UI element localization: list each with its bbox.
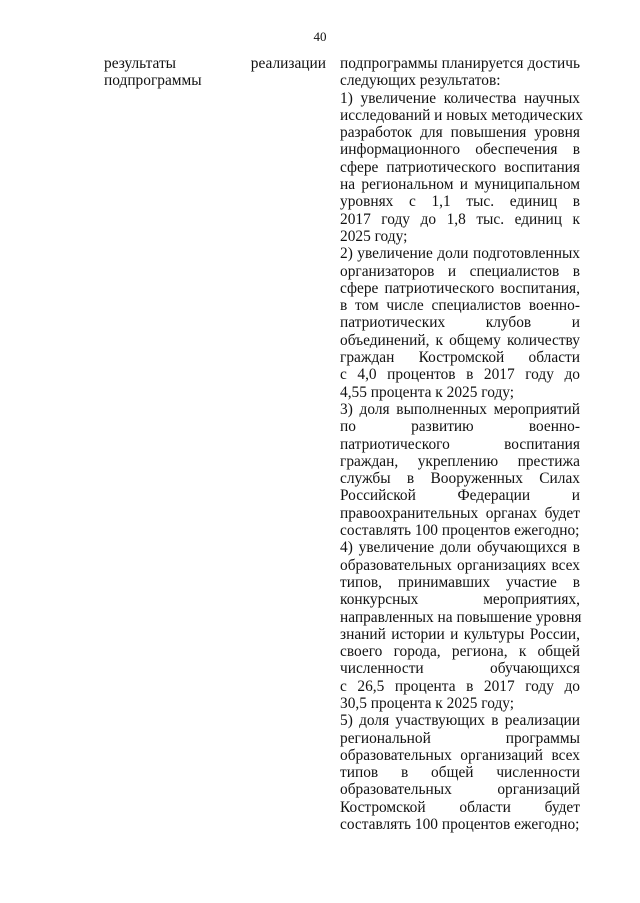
content-line: с 4,0 процентов в 2017 году до	[340, 366, 580, 384]
content-line: граждан Костромской области	[340, 349, 580, 367]
row-label-word-results: результаты	[104, 55, 177, 72]
content-line: информационного обеспечения в	[340, 141, 580, 159]
row-label-word-implementation: реализации	[250, 55, 326, 72]
content-line: патриотического воспитания	[340, 435, 580, 453]
content-line: 5) доля участвующих в реализации	[340, 712, 580, 730]
content-line: составлять 100 процентов ежегодно;	[340, 816, 580, 834]
row-label	[104, 55, 326, 90]
content-line: патриотических клубов и	[340, 314, 580, 332]
content-line: 3) доля выполненных мероприятий	[340, 400, 580, 418]
content-line: 4,55 процента к 2025 году;	[340, 383, 515, 401]
content-line: 2025 году;	[340, 227, 408, 245]
content-line: сфере патриотического воспитания	[340, 158, 580, 176]
content-line: численности обучающихся	[340, 660, 580, 678]
content-line: разработок для повышения уровня	[340, 124, 580, 142]
content-line: организаторов и специалистов в	[340, 262, 580, 280]
row-content	[340, 55, 583, 834]
content-line: своего города, региона, к общей	[340, 643, 580, 661]
content-line: 1) увеличение количества научных	[340, 89, 580, 107]
content-line: с 26,5 процента в 2017 году до	[340, 677, 580, 695]
content-line: образовательных организаций	[340, 781, 580, 799]
content-line: в том числе специалистов военно-	[340, 297, 580, 315]
content-line: службы в Вооруженных Силах	[340, 470, 580, 488]
content-line: образовательных организациях всех	[340, 556, 580, 574]
content-line: образовательных организаций всех	[340, 746, 580, 764]
content-line: типов, принимавших участие в	[340, 573, 580, 591]
content-line: 30,5 процента к 2025 году;	[340, 694, 515, 712]
content-line: объединений, к общему количеству	[340, 331, 580, 349]
content-line: конкурсных мероприятиях,	[340, 591, 580, 609]
content-line: составлять 100 процентов ежегодно;	[340, 522, 580, 540]
row-label-line-1	[104, 55, 326, 72]
content-line: региональной программы	[340, 729, 580, 747]
content-line: уровнях с 1,1 тыс. единиц в	[340, 193, 580, 211]
content-line: по развитию военно-	[340, 418, 580, 436]
content-line: знаний истории и культуры России,	[340, 625, 580, 643]
content-line: 2) увеличение доли подготовленных	[340, 245, 580, 263]
content-line: Российской Федерации и	[340, 487, 580, 505]
content-line: исследований и новых методических	[340, 106, 583, 124]
content-line: следующих результатов:	[340, 72, 501, 90]
content-line: правоохранительных органах будет	[340, 504, 580, 522]
content-line: 4) увеличение доли обучающихся в	[340, 539, 580, 557]
row-label-line-2: подпрограммы	[104, 72, 202, 90]
page-number: 40	[313, 29, 327, 44]
content-line: типов в общей численности	[340, 764, 580, 782]
content-line: граждан, укреплению престижа	[340, 452, 580, 470]
content-line: 2017 году до 1,8 тыс. единиц к	[340, 210, 580, 228]
content-line: направленных на повышение уровня	[340, 608, 582, 626]
content-line: на региональном и муниципальном	[340, 176, 580, 194]
content-line: сфере патриотического воспитания,	[340, 279, 580, 297]
content-line: подпрограммы планируется достичь	[340, 55, 580, 72]
content-line: Костромской области будет	[340, 798, 580, 816]
